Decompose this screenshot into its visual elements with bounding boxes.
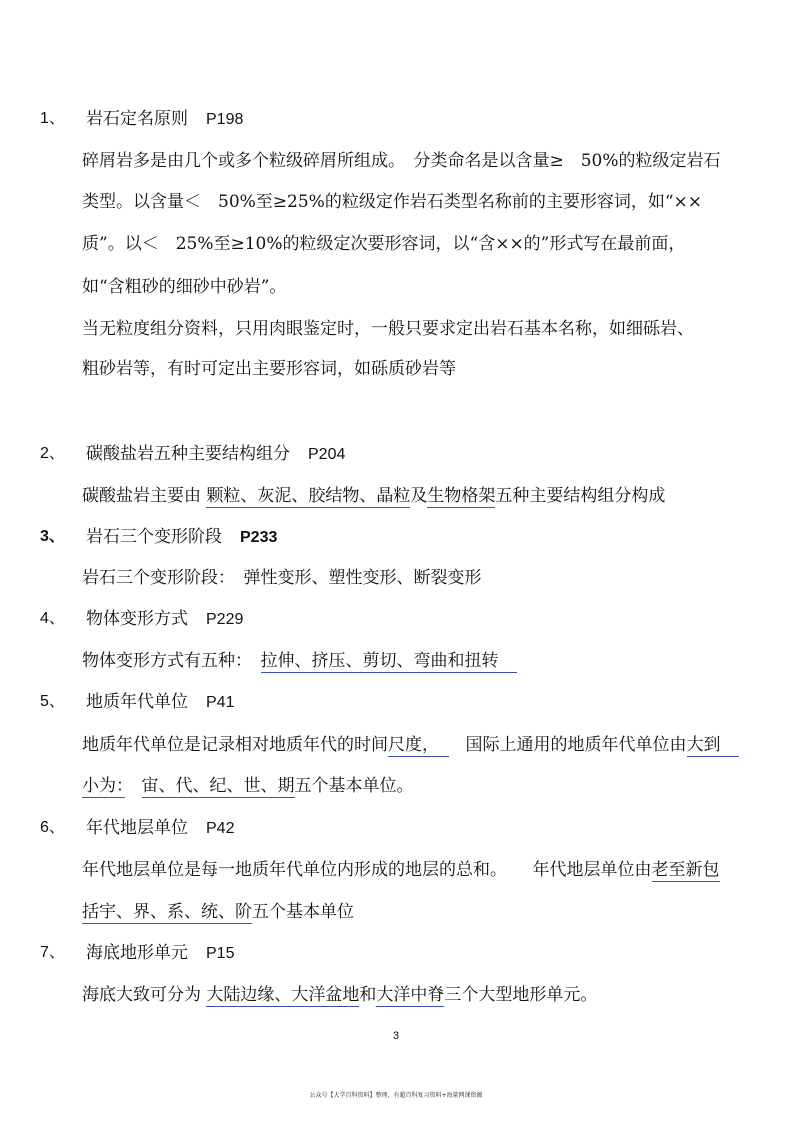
underlined-answer: 老至新包	[651, 860, 720, 880]
paragraph-line	[82, 984, 597, 1006]
page-reference: P41	[206, 694, 235, 711]
section-number: 5、	[40, 693, 65, 710]
underlined-answer: 生物格架	[427, 486, 496, 506]
footer-note: 公众号【大学百科资料】整理，有超百科复习资料+海量网课资源	[309, 1092, 483, 1099]
paragraph-line	[82, 734, 739, 756]
paragraph-line	[82, 485, 665, 507]
section-heading	[86, 817, 234, 840]
section-heading	[86, 108, 243, 131]
text: 五个基本单位。	[294, 776, 414, 796]
heading-text: 年代地层单位	[86, 818, 188, 838]
text: 物体变形方式有五种：	[82, 651, 244, 671]
section-number: 6、	[40, 819, 65, 836]
paragraph-line	[82, 775, 414, 797]
underlined-answer: 颗粒、灰泥、胶结物、晶粒	[206, 486, 411, 506]
text: 三个大型地形单元。	[444, 985, 598, 1005]
underlined-answer: 宙、代、纪、世、期	[141, 776, 295, 796]
section-number: 4、	[40, 610, 65, 627]
underlined-answer: 拉伸、挤压、剪切、弯曲和扭转	[261, 651, 517, 673]
heading-text: 海底地形单元	[86, 943, 188, 963]
section-heading	[86, 691, 234, 714]
heading-text: 物体变形方式	[86, 609, 188, 629]
text: 及	[410, 486, 428, 506]
page-reference: P204	[308, 446, 346, 463]
paragraph-line: 质”。以＜ 25%至≥10%的粒级定次要形容词，以“含××的”形式写在最前面，	[82, 234, 686, 254]
text: 岩石三个变形阶段：	[82, 568, 227, 588]
section-number: 7、	[40, 944, 65, 961]
text: 碳酸盐岩主要由	[82, 486, 201, 506]
section-number: 1、	[40, 110, 65, 127]
underlined-answer: 大陆边缘、大洋盆地	[206, 985, 360, 1005]
underlined-answer: 大洋中脊	[376, 985, 445, 1005]
paragraph-line: 类型。以含量＜ 50%至≥25%的粒级定作岩石类型名称前的主要形容词，如“××	[82, 192, 702, 212]
page-reference: P229	[206, 611, 244, 628]
paragraph-line	[82, 901, 354, 923]
page-number: 3	[392, 1030, 400, 1042]
text: 和	[359, 985, 377, 1005]
text: 年代地层单位由	[532, 860, 652, 880]
text: 国际上通用的地质年代单位由	[465, 735, 687, 755]
page-reference: P198	[206, 111, 244, 128]
text: 地质年代单位是记录相对地质年代的时间	[82, 735, 388, 755]
section-number: 3、	[40, 528, 65, 545]
text: 年代地层单位是每一地质年代单位内形成的地层的总和。	[82, 860, 499, 880]
heading-text: 岩石三个变形阶段	[86, 527, 222, 547]
heading-text: 碳酸盐岩五种主要结构组分	[86, 444, 290, 464]
section-heading	[86, 443, 345, 466]
section-heading	[86, 608, 243, 631]
underlined-answer: 小为：	[82, 776, 125, 796]
heading-text: 地质年代单位	[86, 692, 188, 712]
paragraph-line: 当无粒度组分资料，只用肉眼鉴定时，一般只要求定出岩石基本名称，如细砾岩、	[82, 319, 694, 339]
answer-text: 弹性变形、塑性变形、断裂变形	[243, 568, 482, 588]
paragraph-line: 粗砂岩等，有时可定出主要形容词，如砾质砂岩等	[82, 359, 456, 379]
section-number: 2、	[40, 445, 65, 462]
text: 五个基本单位	[252, 902, 354, 922]
page-reference: P42	[206, 820, 235, 837]
page-reference: P15	[206, 945, 235, 962]
paragraph-line: 碎屑岩多是由几个或多个粒级碎屑所组成。 分类命名是以含量≥ 50%的粒级定岩石	[82, 151, 721, 171]
text: 五种主要结构组分构成	[495, 486, 666, 506]
underlined-answer: 括宇、界、系、统、阶	[82, 902, 252, 922]
paragraph-line: 如“含粗砂的细砂中砂岩”。	[82, 277, 287, 297]
text: 海底大致可分为	[82, 985, 201, 1005]
underlined-answer: 大到	[687, 735, 739, 757]
section-heading	[86, 942, 234, 965]
heading-text: 岩石定名原则	[86, 109, 188, 129]
paragraph-line	[82, 567, 482, 589]
paragraph-line	[82, 650, 517, 672]
section-heading	[86, 526, 277, 549]
page-reference: P233	[240, 529, 278, 546]
paragraph-line	[82, 859, 720, 881]
underlined-answer: 尺度，	[388, 735, 449, 757]
